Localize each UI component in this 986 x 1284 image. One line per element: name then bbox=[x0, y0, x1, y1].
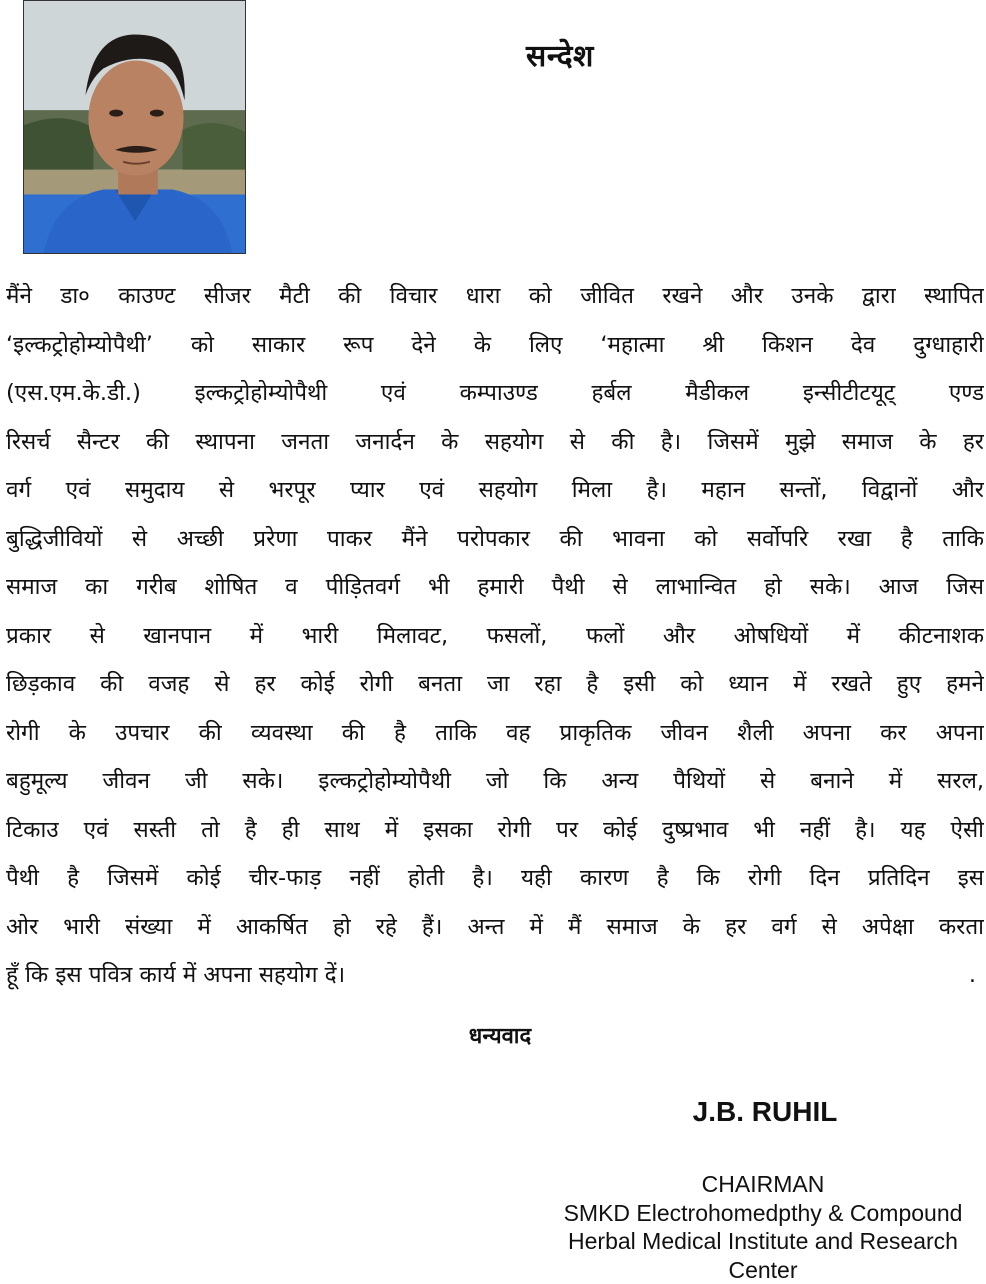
portrait-photo bbox=[23, 0, 246, 254]
signer-name: J.B. RUHIL bbox=[620, 1096, 910, 1128]
thanks-text: धन्यवाद bbox=[420, 1020, 580, 1050]
organization-line: Herbal Medical Institute and Research bbox=[536, 1227, 986, 1256]
message-line: पैथी है जिसमें कोई चीर-फाड़ नहीं होती है। यही कारण है कि रोगी दिन प्रतिदिन इस bbox=[6, 854, 984, 903]
message-line: बहुमूल्य जीवन जी सके। इल्कट्रोहोम्योपैथी जो कि अन्य पैथियों से बनाने में सरल, bbox=[6, 757, 984, 806]
signer-designation bbox=[536, 1170, 986, 1284]
portrait-image bbox=[24, 1, 245, 253]
message-line: वर्ग एवं समुदाय से भरपूर प्यार एवं सहयोग मिला है। महान सन्तों, विद्वानों और bbox=[6, 466, 984, 515]
message-line: मैंने डा० काउण्ट सीजर मैटी की विचार धारा को जीवित रखने और उनके द्वारा स्थापित bbox=[6, 272, 984, 321]
message-line: ‘इल्कट्रोहोम्योपैथी’ को साकार रूप देने के लिए ‘महात्मा श्री किशन देव दुग्धाहारी bbox=[6, 321, 984, 370]
message-last-line bbox=[6, 951, 984, 1000]
last-line-text: हूँ कि इस पवित्र कार्य में अपना सहयोग दें। bbox=[6, 962, 345, 988]
message-line: ओर भारी संख्या में आकर्षित हो रहे हैं। अन्त में मैं समाज के हर वर्ग से अपेक्षा करता bbox=[6, 903, 984, 952]
message-line: टिकाउ एवं सस्ती तो है ही साथ में इसका रोगी पर कोई दुष्प्रभाव भी नहीं है। यह ऐसी bbox=[6, 806, 984, 855]
organization-line: Center bbox=[536, 1256, 986, 1284]
last-line-mark: . bbox=[969, 951, 976, 1000]
message-body bbox=[6, 272, 984, 1000]
message-line: रोगी के उपचार की व्यवस्था की है ताकि वह प्राकृतिक जीवन शैली अपना कर अपना bbox=[6, 709, 984, 758]
message-heading: सन्देश bbox=[440, 34, 680, 75]
organization-line: SMKD Electrohomedpthy & Compound bbox=[536, 1199, 986, 1228]
message-line: समाज का गरीब शोषित व पीड़ितवर्ग भी हमारी पैथी से लाभान्वित हो सके। आज जिस bbox=[6, 563, 984, 612]
message-line: छिड़काव की वजह से हर कोई रोगी बनता जा रहा है इसी को ध्यान में रखते हुए हमने bbox=[6, 660, 984, 709]
message-line: (एस.एम.के.डी.) इल्कट्रोहोम्योपैथी एवं कम्पाउण्ड हर्बल मैडीकल इन्सीटीटयूट् एण्ड bbox=[6, 369, 984, 418]
message-line: बुद्धिजीवियों से अच्छी प्ररेणा पाकर मैंने परोपकार की भावना को सर्वोपरि रखा है ताकि bbox=[6, 515, 984, 564]
designation-title: CHAIRMAN bbox=[536, 1170, 986, 1199]
message-line: प्रकार से खानपान में भारी मिलावट, फसलों, फलों और ओषधियों में कीटनाशक bbox=[6, 612, 984, 661]
message-line: रिसर्च सैन्टर की स्थापना जनता जनार्दन के सहयोग से की है। जिसमें मुझे समाज के हर bbox=[6, 418, 984, 467]
